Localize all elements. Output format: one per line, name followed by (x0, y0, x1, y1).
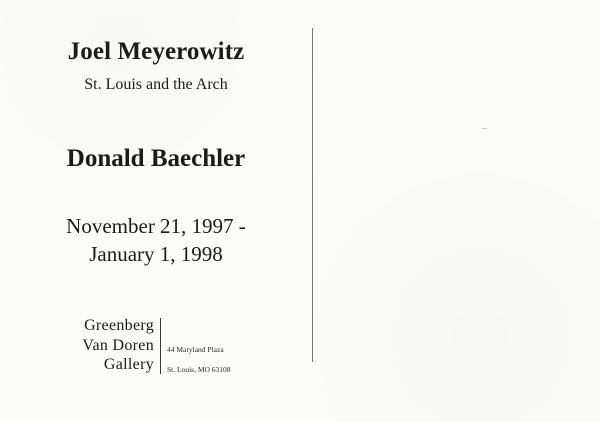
gallery-name (82, 316, 154, 375)
artist-name-secondary: Donald Baechler (66, 145, 246, 172)
artist-name-primary: Joel Meyerowitz (67, 38, 245, 65)
postcard-divider-line (312, 28, 313, 362)
address-city: St. Louis, MO 63108 (167, 365, 231, 374)
gallery-name-line: Gallery (103, 356, 154, 373)
gallery-address (167, 340, 231, 380)
address-street: 44 Maryland Plaza (167, 345, 224, 354)
gallery-divider (160, 318, 161, 374)
exhibition-date-start: November 21, 1997 - (66, 214, 246, 238)
exhibition-dates (0, 212, 312, 268)
exhibition-subtitle: St. Louis and the Arch (84, 76, 228, 93)
gallery-block (0, 316, 312, 376)
gallery-name-line: Greenberg (84, 317, 154, 334)
exhibition-date-end: January 1, 1998 (89, 242, 223, 266)
gallery-name-line: Van Doren (82, 336, 154, 354)
paper-speck (482, 128, 487, 129)
